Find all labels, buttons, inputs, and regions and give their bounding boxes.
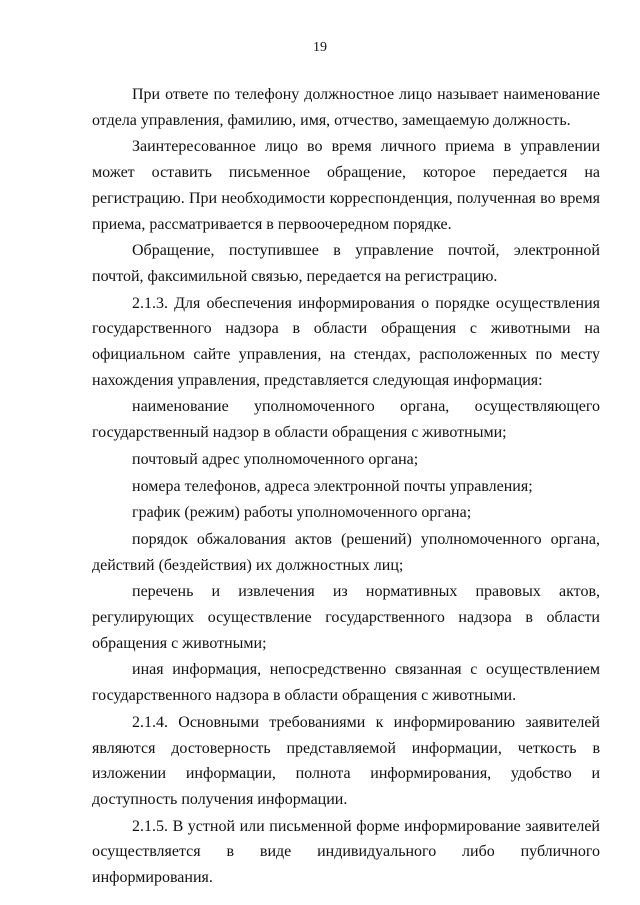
list-item-authority-name: наименование уполномоченного органа, осуществляющего государственный надзор в области обращения с животными; [92,398,600,442]
paragraph-written-appeal: Заинтересованное лицо во время личного приема в управлении может оставить письменное обращение, которое передается на регистрацию. При необходимости корреспонденция, полученная во время приема, рассматривается в первоочередном порядке. [92,138,600,233]
paragraph-2-1-5: 2.1.5. В устной или письменной форме информирование заявителей осуществляется в виде индивидуального либо публичного информирования. [92,817,600,887]
paragraph-mail-appeal: Обращение, поступившее в управление почтой, электронной почтой, факсимильной связью, передается на регистрацию. [92,242,600,285]
document-body [92,82,600,891]
paragraph-phone-answer: При ответе по телефону должностное лицо называет наименование отдела управления, фамилию, имя, отчество, замещаемую должность. [92,86,600,129]
page-number: 19 [313,40,327,55]
list-item-phones-emails: номера телефонов, адреса электронной почты управления; [132,477,533,495]
paragraph-2-1-3: 2.1.3. Для обеспечения информирования о порядке осуществления государственного надзора в области обращения с животными на официальном сайте управления, на стендах, расположенных по месту нахождения управления, представляется следующая информация: [92,294,600,389]
paragraph-2-1-4: 2.1.4. Основными требованиями к информированию заявителей являются достоверность представляемой информации, четкость в изложении информации, полнота информирования, удобство и доступность получения информации. [92,713,600,808]
list-item-legal-acts: перечень и извлечения из нормативных правовых актов, регулирующих осуществление государственного надзора в области обращения с животными; [92,583,600,652]
list-item-other-info: иная информация, непосредственно связанная с осуществлением государственного надзора в области обращения с животными. [92,661,600,705]
list-item-appeal-procedure: порядок обжалования актов (решений) уполномоченного органа, действий (бездействия) их должностных лиц; [92,530,600,574]
list-item-postal-address: почтовый адрес уполномоченного органа; [132,450,419,468]
list-item-schedule: график (режим) работы уполномоченного органа; [132,504,472,522]
